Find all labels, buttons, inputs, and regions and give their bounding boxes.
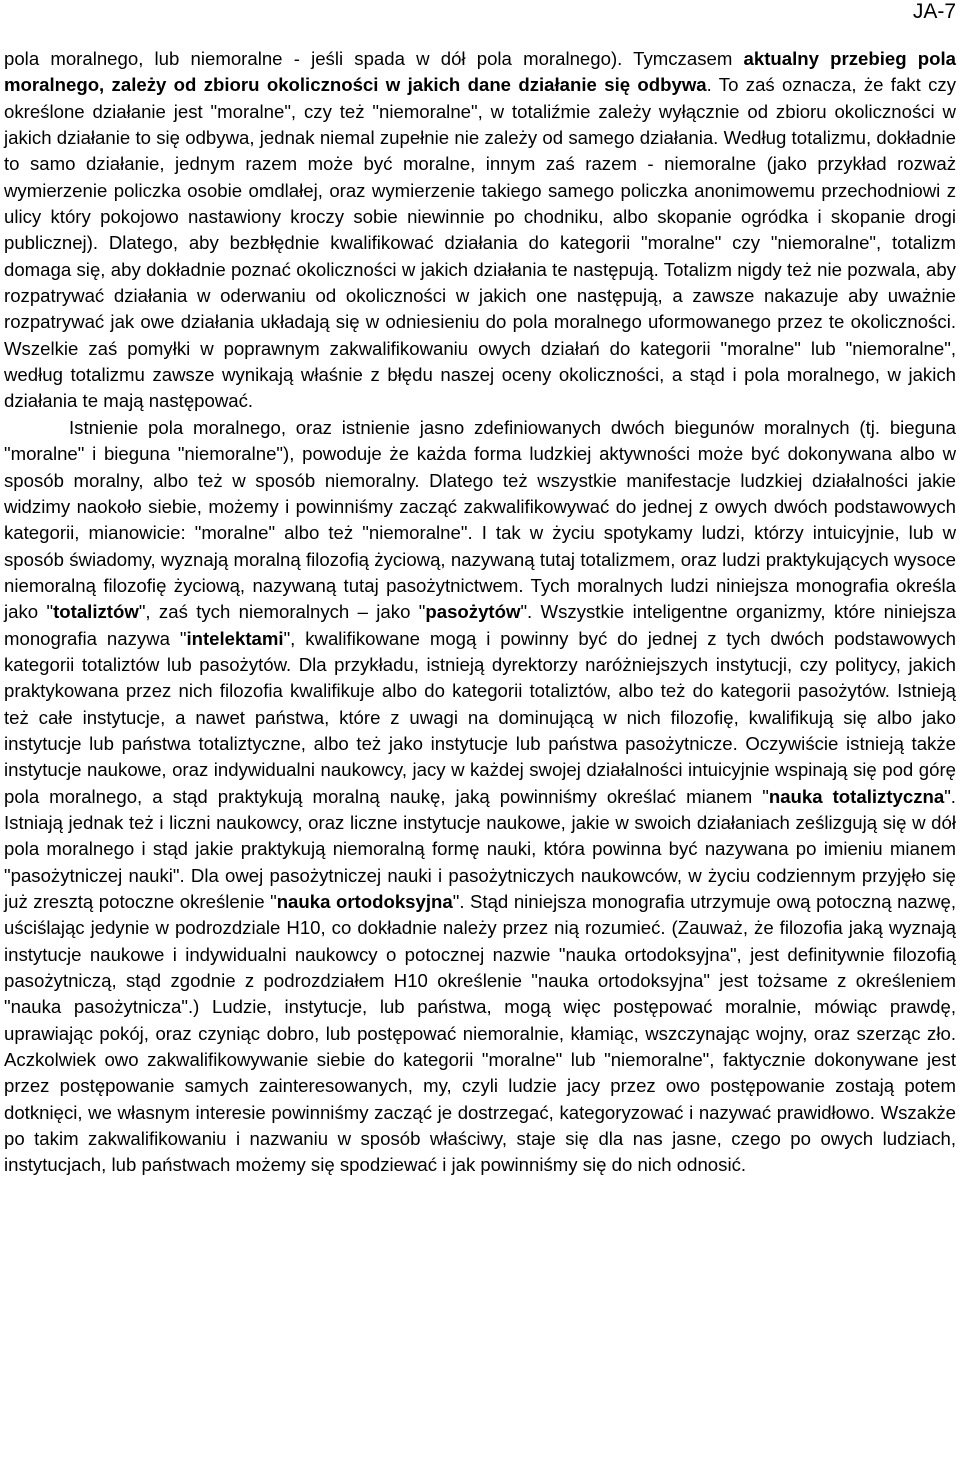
text-run: Istnienie pola moralnego, oraz istnienie jasno zdefiniowanych dwóch biegunów moralnych (tj. bieguna "moralne" i bieguna "niemoralne"), powoduje że każda forma ludzkiej aktywności może być dokonywana albo w sposób moralny, albo też w sposób niemoralny. Dlatego też wszystkie manifestacje ludzkiej działalności jakie widzimy naokoło siebie, możemy i powinniśmy zacząć zakwalifikowywać do jednej z owych dwóch podstawowych kategorii, mianowicie: "moralne" albo też "niemoralne". I tak w życiu spotykamy ludzi, którzy intuicyjnie, lub w sposób świadomy, wyznają moralną filozofią życiową, nazywaną tutaj totalizmem, oraz ludzi praktykujących wysoce niemoralną filozofię życiową, nazywaną tutaj pasożytnictwem. Tych moralnych ludzi niniejsza monografia określa jako ": [4, 416, 956, 623]
text-run: ", zaś tych niemoralnych – jako ": [138, 601, 426, 623]
bold-term: intelektami: [186, 627, 284, 649]
text-run: ". Stąd niniejsza monografia utrzymuje ową potoczną nazwę, uściślając jedynie w podrozdziale H10, co dokładnie należy przez nią rozumieć. (Zauważ, że filozofia jaką wyznają instytucje naukowe i indywidualni naukowcy o potocznej nazwie "nauka ortodoksyjna", jest definitywnie filozofią pasożytniczą, stąd zgodnie z podrozdziałem H10 określenie "nauka ortodoksyjna" jest tożsame z określeniem "nauka pasożytnicza".) Ludzie, instytucje, lub państwa, mogą więc postępować moralnie, mówiąc prawdę, uprawiając pokój, oraz czyniąc dobro, lub postępować niemoralnie, kłamiąc, wszczynając wojny, oraz szerząc zło. Aczkolwiek owo zakwalifikowywanie siebie do kategorii "moralne" lub "niemoralne", faktycznie dokonywane jest przez postępowanie samych zainteresowanych, my, czyli ludzie jacy przez owo postępowanie zostają potem dotknięci, we własnym interesie powinniśmy zacząć je dostrzegać, kategoryzować i nazywać prawidłowo. Wszakże po takim zakwalifikowaniu i nazwaniu w sposób właściwy, staje się dla nas jasne, czego po owych ludziach, instytucjach, lub państwach możemy się spodziewać i jak powinniśmy się do nich odnosić.: [4, 891, 956, 1176]
document-body: [4, 46, 956, 1179]
bold-term: nauka ortodoksyjna: [276, 891, 453, 912]
text-run: . To zaś oznacza, że fakt czy określone działanie jest "moralne", czy też "niemoralne", w totaliźmie zależy wyłącznie od zbioru okoliczności w jakich działanie to się odbywa, jednak niemal zupełnie nie zależy od samego działania. Według totalizmu, dokładnie to samo działanie, jednym razem może być moralne, innym zaś razem - niemoralne (jako przykład rozważ wymierzenie policzka osobie omdlałej, oraz wymierzenie takiego samego policzka anonimowemu przechodniowi z ulicy który pokojowo nastawiony kroczy sobie niewinnie po chodniku, albo skopanie ogródka i skopanie drogi publicznej). Dlatego, aby bezbłędnie kwalifikować działania do kategorii "moralne" czy "niemoralne", totalizm domaga się, aby dokładnie poznać okoliczności w jakich działania te następują. Totalizm nigdy też nie pozwala, aby rozpatrywać działania w oderwaniu od okoliczności w jakich one następują, a zawsze nakazuje aby uważnie rozpatrywać jak owe działania układają się w odniesieniu do pola moralnego uformowanego przez te okoliczności. Wszelkie zaś pomyłki w poprawnym zakwalifikowaniu owych działań do kategorii "moralne" lub "niemoralne", według totalizmu zawsze wynikają właśnie z błędu naszej oceny okoliczności, a stąd i pola moralnego, w jakich działania te mają następować.: [4, 74, 956, 412]
page-number-label: JA-7: [912, 0, 956, 23]
text-run: ", kwalifikowane mogą i powinny być do jednej z tych dwóch podstawowych kategorii totaliztów lub pasożytów. Dla przykładu, istnieją dyrektorzy naróżniejszych instytucji, czy politycy, jakich praktykowana przez nich filozofia kwalifikuje albo do kategorii totaliztów, albo też do kategorii pasożytów. Istnieją też całe instytucje, a nawet państwa, które z uwagi na dominującą w nich filozofię, kwalifikują się albo jako instytucje lub państwa totaliztyczne, albo też jako instytucje lub państwa pasożytnicze. Oczywiście istnieją także instytucje naukowe, oraz indywidualni naukowcy, jacy w każdej swojej działalności intuicyjnie wspinają się pod górę pola moralnego, a stąd praktykują moralną naukę, jaką powinniśmy określać mianem ": [4, 627, 956, 807]
bold-text-run: aktualny przebieg pola moralnego, zależy od zbioru okoliczności w jakich dane działanie się odbywa: [4, 48, 956, 96]
bold-term: totaliztów: [53, 601, 139, 623]
paragraph-continued: [4, 46, 956, 415]
text-run: ". Istniają jednak też i liczni naukowcy, oraz liczne instytucje naukowe, jakie w swoich działaniach ześlizgują się w dół pola moralnego i stąd jakie praktykują niemoralną formę nauki, która powinna być nazywana po imieniu mianem "pasożytniczej nauki". Dla owej pasożytniczej nauki i pasożytniczych naukowców, w życiu codziennym przyjęło się już zresztą potoczne określenie ": [4, 785, 956, 912]
bold-term: pasożytów: [425, 601, 521, 623]
text-run: pola moralnego, lub niemoralne - jeśli spada w dół pola moralnego). Tymczasem: [4, 48, 744, 69]
text-run: ". Wszystkie inteligentne organizmy, które niniejsza monografia nazywa ": [4, 601, 956, 649]
bold-term: nauka totaliztyczna: [768, 785, 945, 807]
paragraph: [4, 415, 956, 1179]
